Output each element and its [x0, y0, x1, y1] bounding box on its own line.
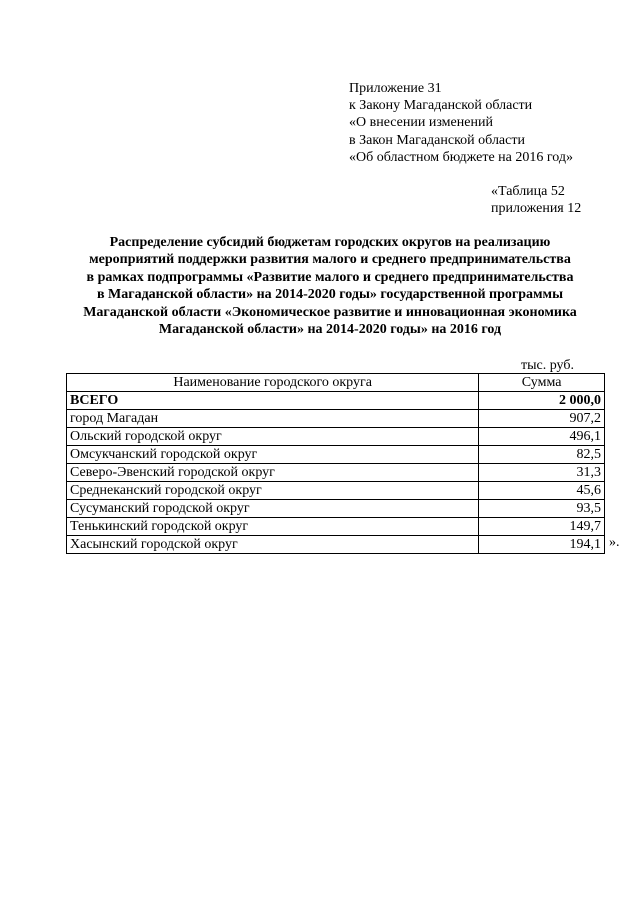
appendix-header-line: Приложение 31 [349, 81, 442, 96]
table-header-row [67, 374, 605, 392]
total-sum: 2 000,0 [479, 392, 605, 410]
district-name: Хасынский городской округ [67, 536, 479, 554]
district-name: город Магадан [67, 410, 479, 428]
district-sum: 93,5 [479, 500, 605, 518]
table-row [67, 464, 605, 482]
table-row [67, 428, 605, 446]
table-reference-line: приложения 12 [491, 201, 582, 217]
district-sum: 496,1 [479, 428, 605, 446]
document-title-line: Магаданской области» на 2014-2020 годы» на 2016 год [158, 322, 502, 338]
appendix-header [349, 80, 573, 166]
district-name: Тенькинский городской округ [67, 518, 479, 536]
district-name: Омсукчанский городской округ [67, 446, 479, 464]
units-label: тыс. руб. [521, 358, 574, 373]
appendix-header-line: в Закон Магаданской области [349, 132, 525, 148]
district-sum: 907,2 [479, 410, 605, 428]
table-reference-line: «Таблица 52 [491, 184, 565, 199]
district-sum: 45,6 [479, 482, 605, 500]
table-row [67, 410, 605, 428]
document-title [40, 234, 620, 338]
appendix-header-line: «Об областном бюджете на 2016 год» [349, 149, 573, 165]
district-sum: 31,3 [479, 464, 605, 482]
document-title-line: Распределение субсидий бюджетам городских округов на реализацию [109, 235, 551, 250]
district-sum: 149,7 [479, 518, 605, 536]
table-row [67, 500, 605, 518]
document-title-line: Магаданской области «Экономическое развитие и инновационная экономика [83, 304, 577, 320]
document-title-line: мероприятий поддержки развития малого и среднего предпринимательства [89, 252, 571, 268]
table-reference [491, 183, 581, 217]
district-name: Сусуманский городской округ [67, 500, 479, 518]
subsidy-table [66, 373, 605, 554]
district-name: Северо-Эвенский городской округ [67, 464, 479, 482]
closing-quote-mark: ». [609, 535, 620, 550]
appendix-header-line: к Закону Магаданской области [349, 98, 533, 114]
document-title-line: в Магаданской области» на 2014-2020 годы» государственной программы [96, 287, 564, 303]
column-header-sum: Сумма [479, 374, 605, 392]
table-row [67, 482, 605, 500]
district-sum: 82,5 [479, 446, 605, 464]
table-row-total [67, 392, 605, 410]
district-sum: 194,1 [479, 536, 605, 554]
total-label: ВСЕГО [67, 392, 479, 410]
table-row [67, 446, 605, 464]
table-row [67, 518, 605, 536]
column-header-name: Наименование городского округа [67, 374, 479, 392]
document-title-line: в рамках подпрограммы «Развитие малого и среднего предпринимательства [86, 269, 574, 285]
table-row [67, 536, 605, 554]
appendix-header-line: «О внесении изменений [349, 115, 493, 131]
district-name: Ольский городской округ [67, 428, 479, 446]
district-name: Среднеканский городской округ [67, 482, 479, 500]
